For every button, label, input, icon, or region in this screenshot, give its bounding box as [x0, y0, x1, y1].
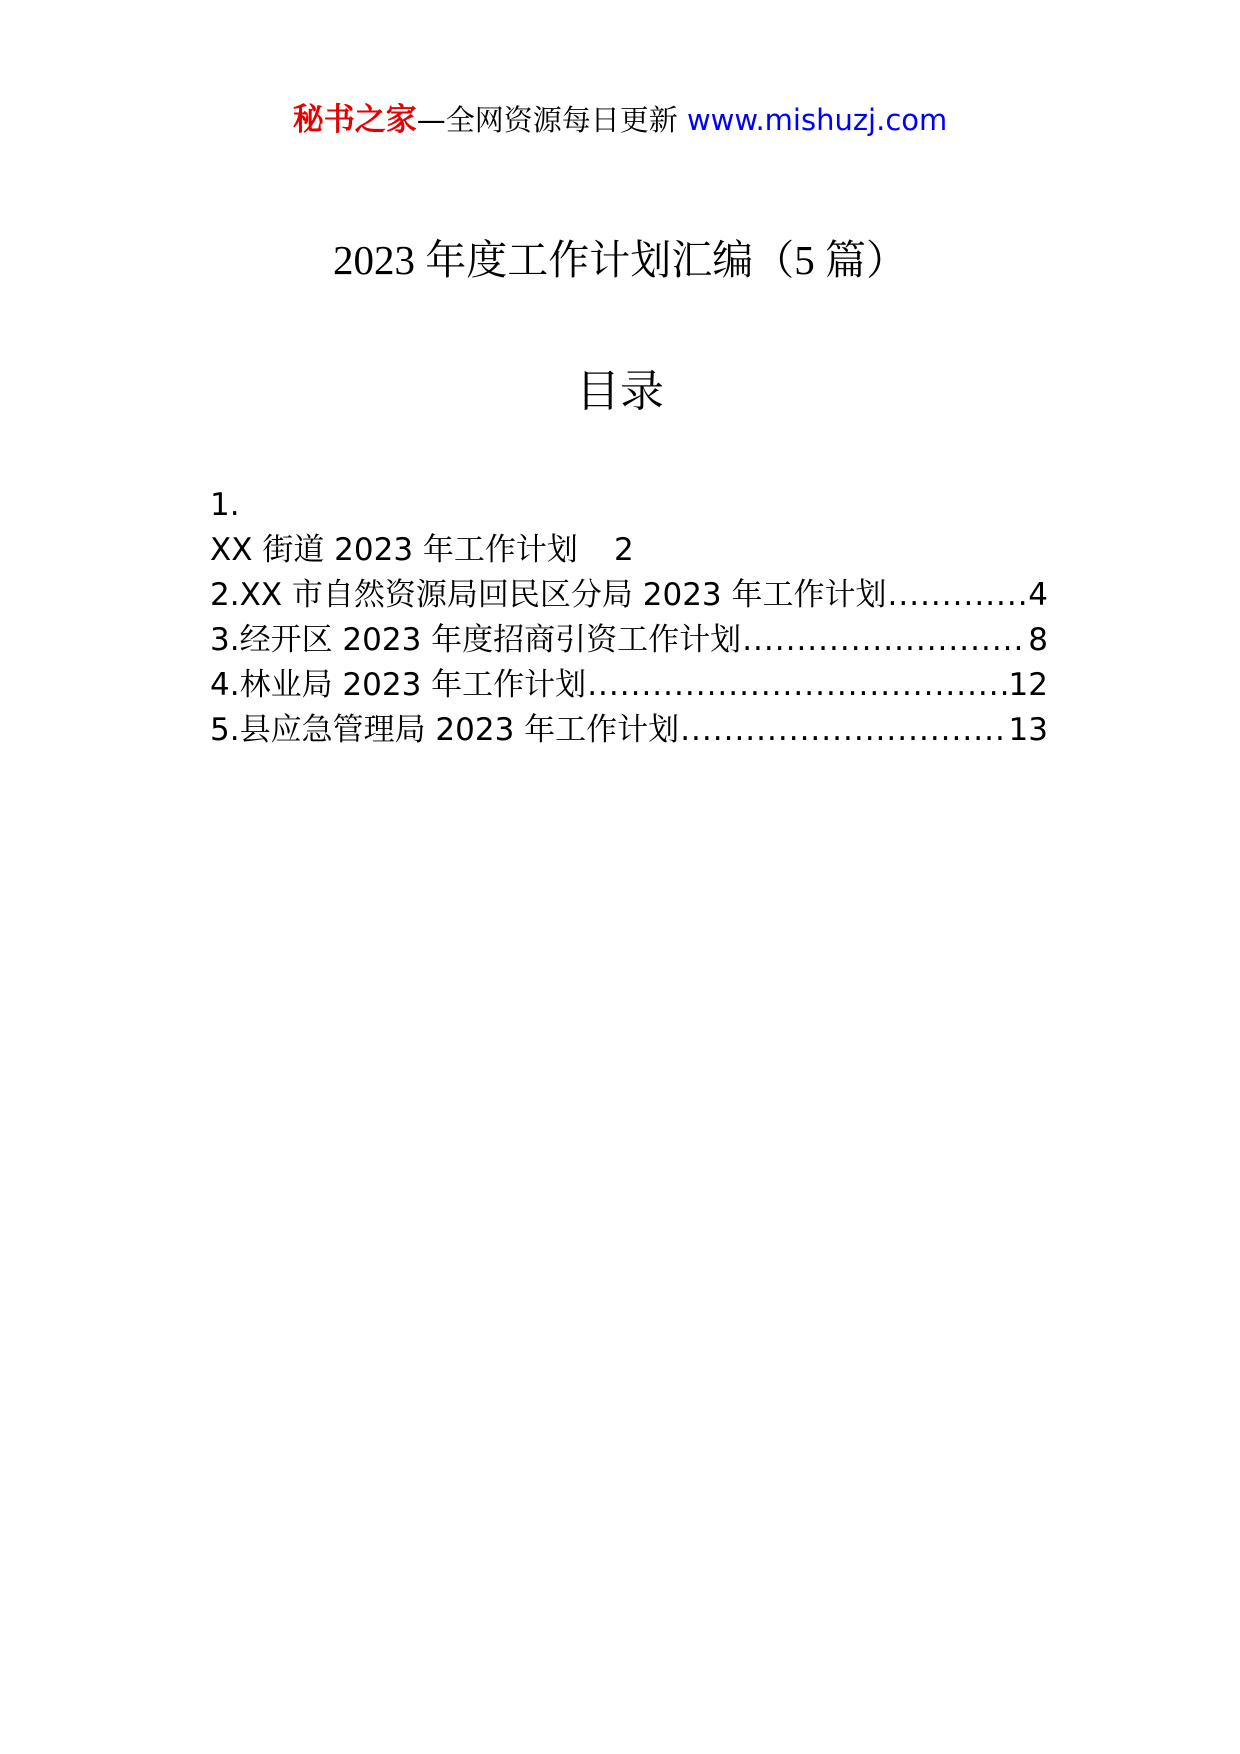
toc-heading: 目录 [576, 366, 664, 417]
toc-item-number-label: 1. [210, 487, 240, 523]
toc-item[interactable] [210, 708, 1048, 753]
toc-item[interactable] [210, 573, 1048, 618]
toc-item-page: 13 [1008, 712, 1048, 748]
toc-item-title: 2.XX 市自然资源局回民区分局 2023 年工作计划 [210, 577, 887, 613]
table-of-contents [210, 483, 1048, 753]
site-url-link[interactable]: www.mishuzj.com [686, 103, 948, 137]
toc-item-page: 2 [613, 532, 634, 568]
toc-item-title: XX 街道 2023 年工作计划 [210, 532, 578, 568]
toc-item-number[interactable] [210, 483, 1048, 528]
toc-item-title: 5.县应急管理局 2023 年工作计划 [210, 712, 680, 748]
toc-dot-leader [742, 618, 1027, 663]
site-header [0, 100, 1240, 140]
toc-item-page: 12 [1008, 667, 1048, 703]
toc-item[interactable] [210, 618, 1048, 663]
toc-item-page: 4 [1028, 577, 1048, 613]
toc-dot-leader [680, 708, 1007, 753]
document-title: 2023 年度工作计划汇编（5 篇） [333, 237, 907, 283]
toc-item-page: 8 [1028, 622, 1048, 658]
toc-dot-leader [888, 573, 1028, 618]
toc-dot-leader [587, 663, 1007, 708]
toc-item[interactable] [210, 528, 1048, 573]
toc-item-title: 4.林业局 2023 年工作计划 [210, 667, 587, 703]
brand-name: 秘书之家 [292, 102, 417, 138]
site-tagline: —全网资源每日更新 [416, 103, 678, 137]
toc-item[interactable] [210, 663, 1048, 708]
toc-item-title: 3.经开区 2023 年度招商引资工作计划 [210, 622, 742, 658]
